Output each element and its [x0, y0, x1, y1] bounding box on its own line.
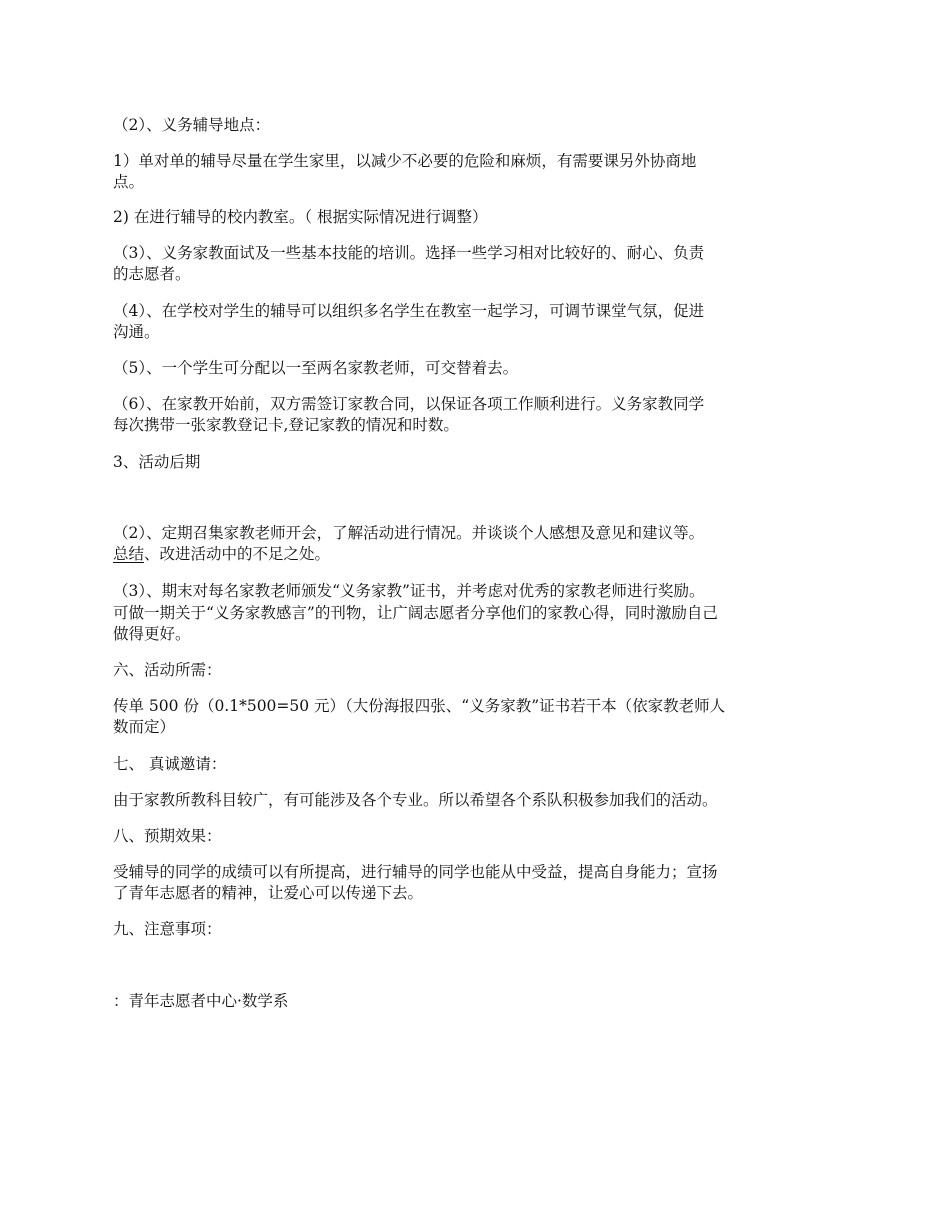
paragraph-5: （5）、一个学生可分配以一至两名家教老师，可交替着去。: [113, 359, 519, 377]
paragraph-6-line-1: （6）、在家教开始前，双方需签订家教合同，以保证各项工作顺利进行。义务家教同学: [113, 395, 705, 413]
section-6-line-1: 传单 500 份（0.1*500=50 元）（大份海报四张、“义务家教”证书若干本（依家教老师人: [113, 697, 726, 715]
paragraph-3-line-1: （3）、义务家教面试及一些基本技能的培训。选择一些学习相对比较好的、耐心、负责: [113, 244, 705, 262]
place-heading: （2）、义务辅导地点：: [113, 116, 271, 134]
later-2-line-1: （2）、定期召集家教老师开会，了解活动进行情况。并谈谈个人感想及意见和建议等。: [113, 524, 705, 542]
later-3-line-3: 做得更好。: [113, 625, 191, 643]
place-item-2: 2) 在进行辅导的校内教室。（ 根据实际情况进行调整）: [113, 208, 488, 226]
section-9-heading: 九、注意事项：: [113, 920, 222, 938]
section-6-line-2: 数而定）: [113, 718, 176, 736]
later-3-line-1: （3）、期末对每名家教老师颁发“义务家教”证书，并考虑对优秀的家教老师进行奖励。: [113, 582, 705, 600]
organizer-line: ：青年志愿者中心·数学系: [113, 992, 289, 1010]
section-7-heading: 七、 真诚邀请：: [113, 755, 227, 773]
section-8-line-2: 了青年志愿者的精神，让爱心可以传递下去。: [113, 884, 424, 902]
stage-3-heading: 3、活动后期: [113, 453, 201, 471]
paragraph-4-line-2: 沟通。: [113, 323, 160, 341]
underlined-term: 总结: [113, 545, 145, 563]
paragraph-3-line-2: 的志愿者。: [113, 265, 191, 283]
place-item-1-line-2: 点。: [113, 173, 145, 191]
later-2-line-2: [113, 543, 841, 565]
later-2-line-2-rest: 、改进活动中的不足之处。: [144, 545, 331, 563]
section-8-heading: 八、预期效果：: [113, 827, 222, 845]
paragraph-4-line-1: （4）、在学校对学生的辅导可以组织多名学生在教室一起学习，可调节课堂气氛，促进: [113, 302, 705, 320]
place-item-1-line-1: 1）单对单的辅导尽量在学生家里，以减少不必要的危险和麻烦，有需要课另外协商地: [113, 152, 697, 170]
section-6-heading: 六、活动所需：: [113, 661, 222, 679]
paragraph-6-line-2: 每次携带一张家教登记卡,登记家教的情况和时数。: [113, 416, 459, 434]
section-7-body: 由于家教所教科目较广，有可能涉及各个专业。所以希望各个系队积极参加我们的活动。: [113, 791, 718, 809]
section-8-line-1: 受辅导的同学的成绩可以有所提高，进行辅导的同学也能从中受益，提高自身能力；宣扬: [113, 863, 718, 881]
later-3-line-2: 可做一期关于“义务家教感言”的刊物，让广阔志愿者分享他们的家教心得，同时激励自己: [113, 604, 718, 622]
